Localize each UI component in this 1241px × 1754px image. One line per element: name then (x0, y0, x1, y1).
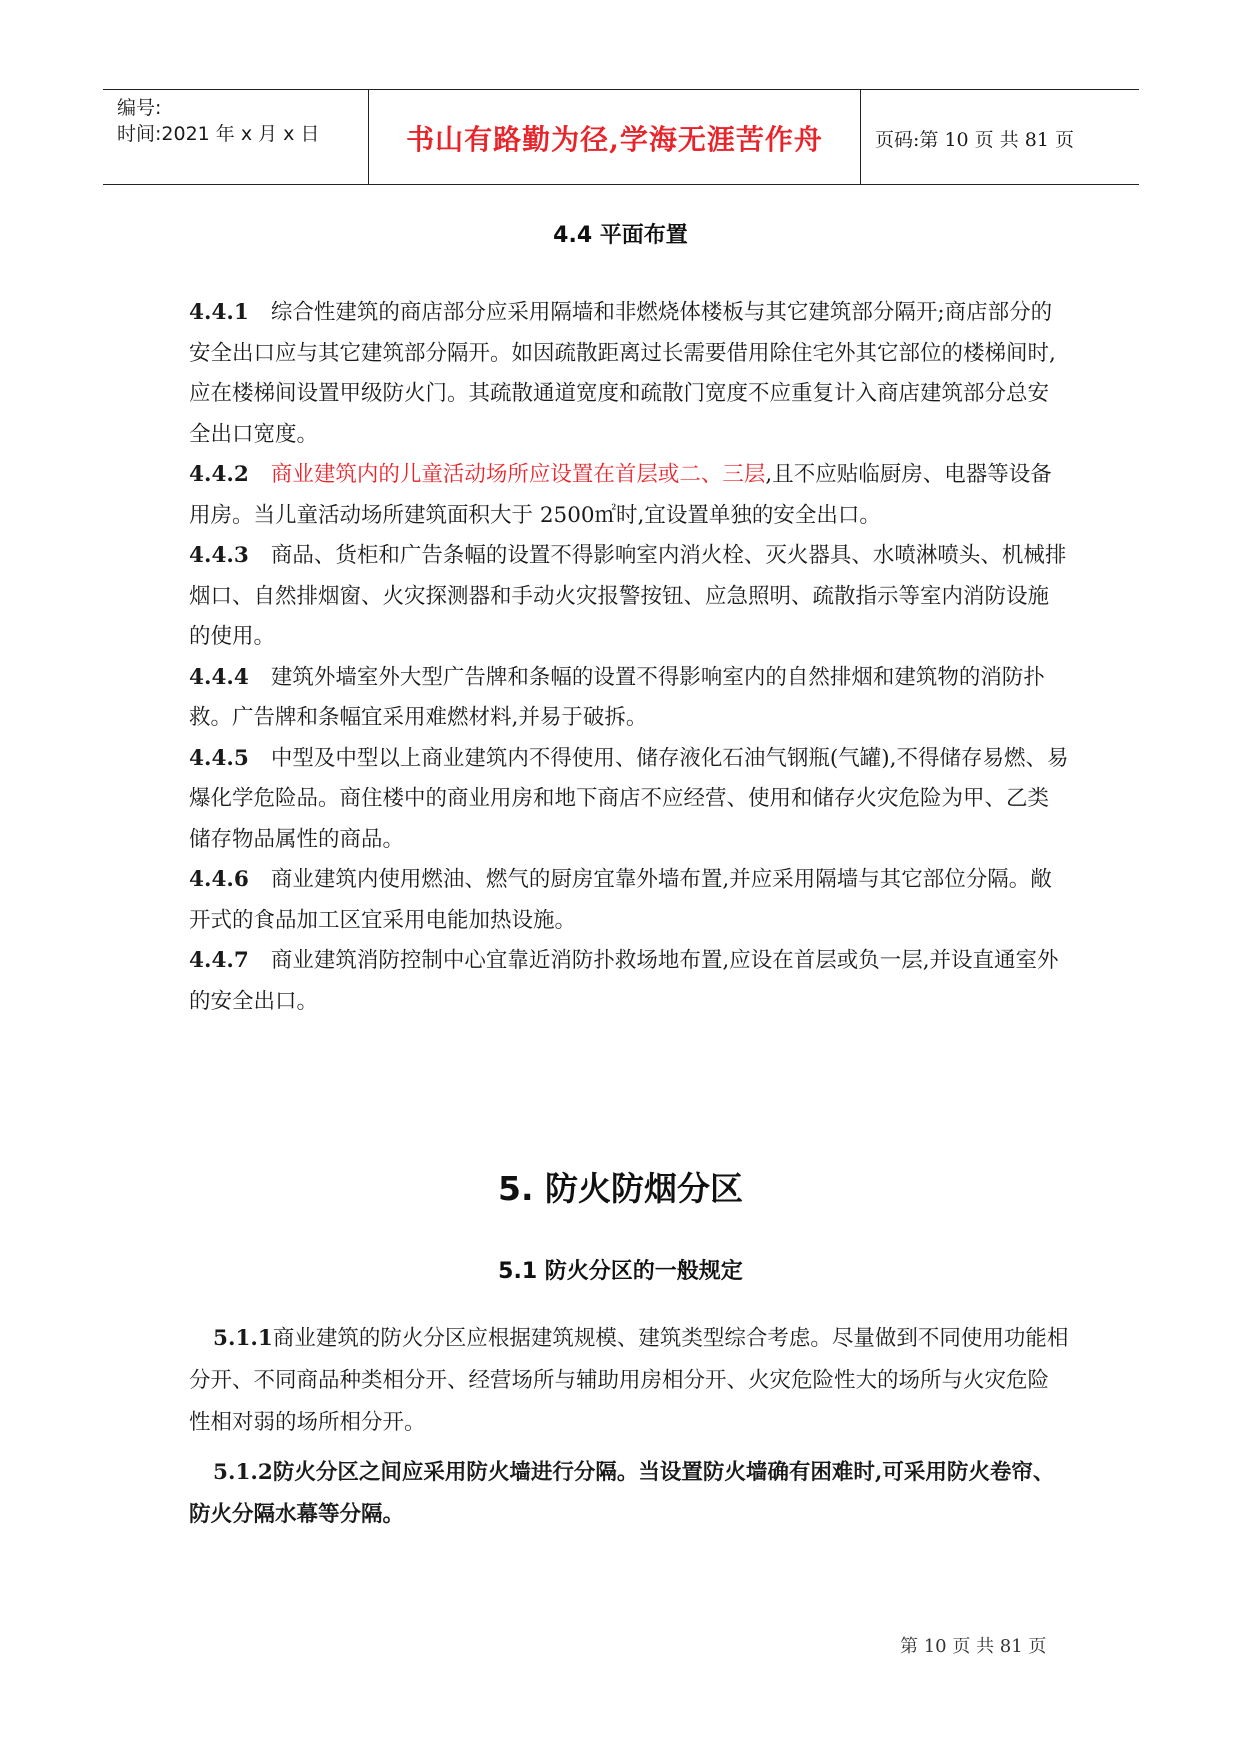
clause-highlight-text: 商业建筑内的儿童活动场所应设置在首层或二、三层 (270, 462, 766, 487)
clause-number: 5.1.2 (213, 1460, 273, 1485)
header-meta-cell (103, 90, 369, 184)
clause-number: 4.4.2 (189, 462, 249, 487)
header-motto: 书山有路勤为径,学海无涯苦作舟 (406, 123, 823, 156)
clause-4-4-2 (189, 455, 1069, 536)
document-code-label: 编号: (117, 97, 162, 119)
section-4-4-body (189, 293, 1069, 1022)
clause-text: 综合性建筑的商店部分应采用隔墙和非燃烧体楼板与其它建筑部分隔开;商店部分的安全出口应与其它建筑部分隔开。如因疏散距离过长需要借用除住宅外其它部位的楼梯间时,应在楼梯间设置甲级防火门。其疏散通道宽度和疏散门宽度不应重复计入商店建筑部分总安全出口宽度。 (189, 300, 1056, 447)
clause-text: 商业建筑的防火分区应根据建筑规模、建筑类型综合考虑。尽量做到不同使用功能相分开、不同商品种类相分开、经营场所与辅助用房相分开、火灾危险性大的场所与火灾危险性相对弱的场所相分开。 (189, 1326, 1069, 1435)
document-time-label: 时间:2021 年 x 月 x 日 (117, 123, 320, 145)
footer-page-number: 第 10 页 共 81 页 (900, 1636, 1047, 1657)
clause-5-1-2 (189, 1452, 1069, 1536)
clause-4-4-1 (189, 293, 1069, 455)
header-page-number: 页码:第 10 页 共 81 页 (875, 129, 1074, 151)
clause-5-1-1 (189, 1318, 1069, 1444)
clause-text: 建筑外墙室外大型广告牌和条幅的设置不得影响室内的自然排烟和建筑物的消防扑救。广告牌和条幅宜采用难燃材料,并易于破拆。 (189, 664, 1045, 730)
clause-text: 中型及中型以上商业建筑内不得使用、储存液化石油气钢瓶(气罐),不得储存易燃、易爆化学危险品。商住楼中的商业用房和地下商店不应经营、使用和储存火灾危险为甲、乙类储存物品属性的商品。 (189, 745, 1069, 852)
clause-number: 5.1.1 (213, 1326, 273, 1351)
clause-number: 4.4.3 (189, 543, 249, 568)
clause-text: 商业建筑消防控制中心宜靠近消防扑救场地布置,应设在首层或负一层,并设直通室外的安全出口。 (189, 948, 1059, 1014)
header-motto-cell (369, 90, 861, 184)
clause-text: ,且不应贴临厨房、电器等设备用房。当儿童活动场所建筑面积大于 2500㎡时,宜设置单独的安全出口。 (189, 462, 1052, 528)
clause-text: 防火分区之间应采用防火墙进行分隔。当设置防火墙确有困难时,可采用防火卷帘、防火分隔水幕等分隔。 (189, 1460, 1055, 1527)
clause-4-4-4 (189, 658, 1069, 739)
clause-number: 4.4.6 (189, 867, 249, 892)
clause-text: 商品、货柜和广告条幅的设置不得影响室内消火栓、灭火器具、水喷淋喷头、机械排烟口、自然排烟窗、火灾探测器和手动火灾报警按钮、应急照明、疏散指示等室内消防设施的使用。 (189, 543, 1067, 649)
clause-number: 4.4.5 (189, 745, 249, 771)
clause-4-4-3 (189, 536, 1069, 658)
page-header (103, 89, 1139, 185)
clause-number: 4.4.1 (189, 300, 249, 325)
clause-4-4-7 (189, 941, 1069, 1022)
chapter-5-title: 5. 防火防烟分区 (498, 1169, 743, 1208)
section-4-4-title: 4.4 平面布置 (553, 223, 688, 248)
clause-4-4-6 (189, 860, 1069, 941)
clause-4-4-5 (189, 739, 1069, 861)
section-5-1-body (189, 1318, 1069, 1536)
section-5-1-title: 5.1 防火分区的一般规定 (498, 1259, 743, 1284)
header-page-cell (861, 90, 1139, 184)
clause-text: 商业建筑内使用燃油、燃气的厨房宜靠外墙布置,并应采用隔墙与其它部位分隔。敞开式的食品加工区宜采用电能加热设施。 (189, 867, 1052, 933)
clause-number: 4.4.4 (189, 664, 249, 690)
clause-number: 4.4.7 (189, 948, 249, 973)
